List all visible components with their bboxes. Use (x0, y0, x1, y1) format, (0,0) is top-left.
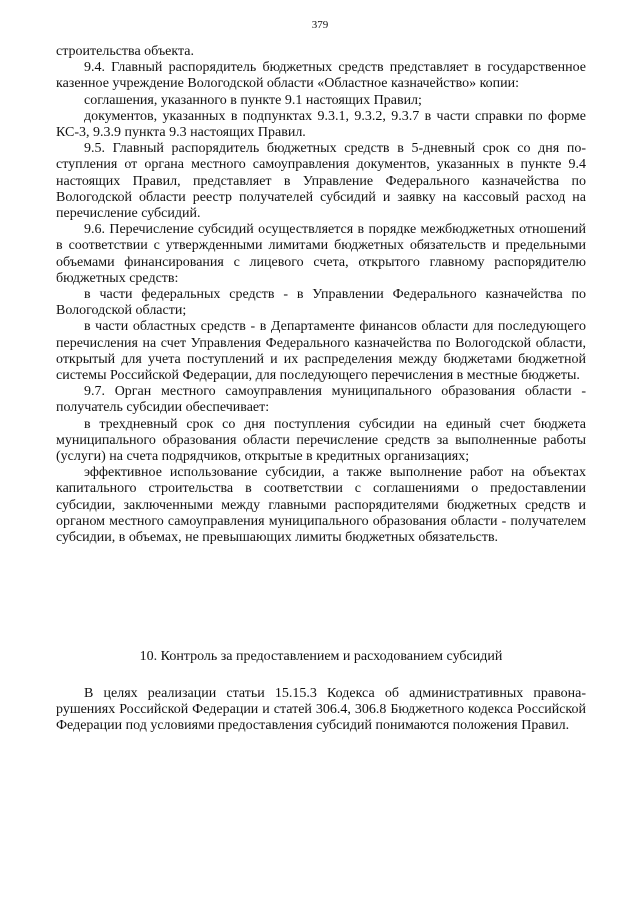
paragraph-9-7-item-efficiency: эффективное использование субсидии, а также выполнение работ на объектах капитального строительства в соответствии с соглашениями о предоставлении субсидии, заключенными между главными распорядителями бюджетных средств и органом местного самоуправления муниципального образования области - получателем субсидии, в объемах, не превышающих лимиты бюджетных обязательств. (56, 465, 586, 546)
paragraph-9-4-item-documents: документов, указанных в подпунктах 9.3.1, 9.3.2, 9.3.7 в части справки по форме КС-3, 9.3.9 пункта 9.3 настоящих Правил. (56, 108, 586, 141)
paragraph-9-5: 9.5. Главный распорядитель бюджетных средств в 5-дневный срок со дня поступления от органа местного самоуправления документов, указанных в пункте 9.4 настоящих Правил, представляет в Управление Федерального казначейства по Вологодской области реестр получателей субсидий и заявку на кассовый расход на перечисление субсидий. (56, 141, 586, 222)
paragraph-9-4-item-agreement: соглашения, указанного в пункте 9.1 настоящих Правил; (84, 92, 422, 108)
section-body (56, 686, 586, 735)
paragraph-continuation: строительства объекта. (56, 44, 195, 59)
document-body (56, 44, 586, 546)
page-number: 379 (311, 19, 329, 31)
paragraph-9-6-item-regional: в части областных средств - в Департаменте финансов области для последующего перечисления на счет Управления Федерального казначейства по Вологодской области, открытый для учета поступлений и их распределения между бюджетами бюджетной системы Российской Федерации, для последующего перечисления в местные бюджеты. (56, 319, 586, 384)
paragraph-9-6-item-federal: в части федеральных средств - в Управлении Федерального казначейства по Вологодской области; (56, 287, 586, 319)
section-heading: 10. Контроль за предоставлением и расходованием субсидий (139, 649, 503, 664)
paragraph-section-10: В целях реализации статьи 15.15.3 Кодекса об административных правонарушениях Российской Федерации и статей 306.4, 306.8 Бюджетного кодекса Российской Федерации под условиями предоставления субсидий понимаются положения Правил. (56, 686, 586, 734)
paragraph-9-7: 9.7. Орган местного самоуправления муниципального образования области - получатель субсидии обеспечивает: (56, 384, 586, 416)
paragraph-9-4: 9.4. Главный распорядитель бюджетных средств представляет в государственное казенное учреждение Вологодской области «Областное казначейство» копии: (56, 60, 586, 92)
paragraph-9-6: 9.6. Перечисление субсидий осуществляется в порядке межбюджетных отношений в соответствии с утвержденными лимитами бюджетных обязательств и предельными объемами финансирования с лицевого счета, открытого главному распорядителю бюджетных средств: (56, 222, 586, 286)
paragraph-9-7-item-transfer: в трехдневный срок со дня поступления субсидии на единый счет бюджета муниципального образования области перечисление средств за выполненные работы (услуги) на счета подрядчиков, открытые в кредитных организациях; (56, 416, 586, 465)
